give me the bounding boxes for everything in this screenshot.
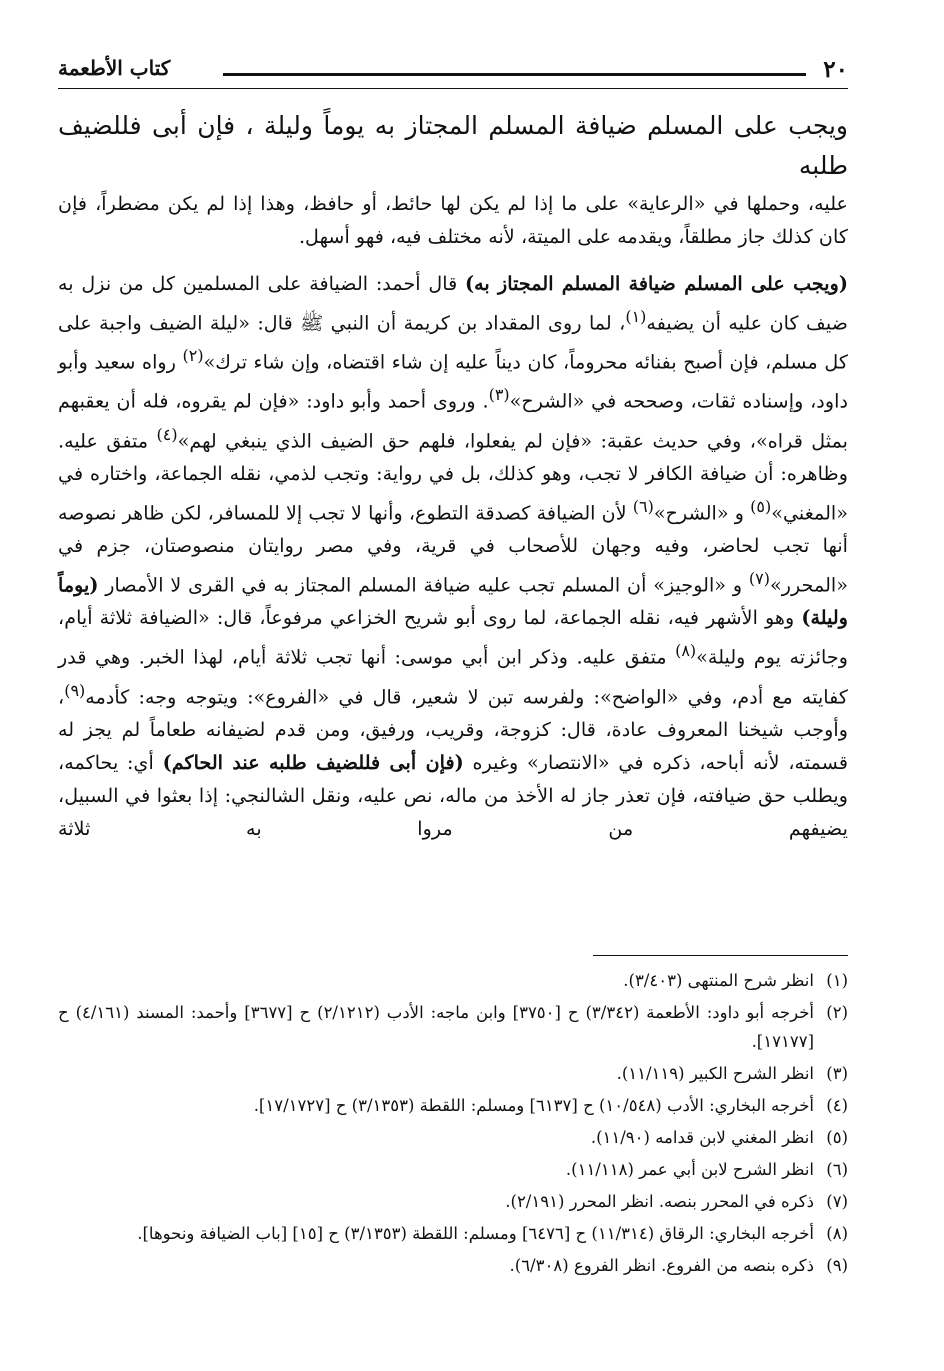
footnote-number: (٩) [826,1256,848,1275]
text-run: قال أحمد: الضيافة على المسلمين كل من نزل به ضيف كان عليه أن يضيفه [58,271,848,335]
matn-quote: (يوماً وليلة) [58,573,848,630]
footnote [58,1123,848,1152]
footnote-text: أخرجه البخاري: الأدب (١٠/٥٤٨) ح [٦١٣٧] ومسلم: اللقطة (٣/١٣٥٣) ح [١٧/١٧٢٧]. [253,1096,814,1115]
text-run: وهو الأشهر فيه، نقله الجماعة، لما روى أبو شريح الخزاعي مرفوعاً، قال: «الضيافة ثلاثة أيام، وجائزته يوم وليلة» [58,606,848,669]
footnote-ref: (٧) [748,569,770,589]
text-run: . وروى أحمد وأبو داود: «فإن لم يقروه، فله أن يعقبهم بمثل قراه»، وفي حديث عقبة: «فإن لم يفعلوا، فلهم حق الضيف الذي ينبغي لهم» [58,389,848,452]
footnote [58,1187,848,1216]
text-run: متفق عليه. [58,429,157,452]
text-run: ، لما روى المقداد بن كريمة أن النبي ﷺ قال: «ليلة الضيف واجبة على كل مسلم، فإن أصبح بفنائه محروماً، كان ديناً عليه إن شاء اقتضاه، وإن شاء ترك» [58,311,848,374]
footnote-text: انظر الشرح الكبير (١١/١١٩). [616,1064,814,1083]
footnote [58,1059,848,1088]
running-title: كتاب الأطعمة [58,56,171,80]
footnote-ref: (٨) [675,641,697,661]
footnote-text: ذكره بنصه من الفروع. انظر الفروع (٦/٣٠٨). [509,1256,814,1275]
paragraph: عليه، وحملها في «الرعاية» على ما إذا لم يكن لها حائط، أو حافظ، وهذا إذا لم يكن مضطراً، فإن كان كذلك جاز مطلقاً، ويقدمه على الميتة، لأنه مختلف فيه، فهو أسهل. [58,192,848,248]
commentary-text [58,188,848,845]
page-header [58,56,848,86]
text-run: رواه سعيد وأبو داود، وإسناده ثقات، وصححه في «الشرح» [58,350,848,413]
paragraph [58,268,848,458]
footnote-ref: (١) [625,306,647,326]
footnote-ref: (٦) [632,496,654,516]
footnotes [58,966,848,1283]
footnote-ref: (٢) [182,346,204,366]
text-run: ، وأوجب شيخنا المعروف عادة، قال: كزوجة، وقريب، ورفيق، ومن قدم لضيفانه طعاماً لم يجز له قسمته، لأنه أباحه، ذكره في «الانتصار» وغيره [58,684,849,774]
footnote [58,998,848,1056]
footnote-separator [593,955,848,956]
footnote-ref: (٩) [64,680,86,700]
matn-quote: (ويجب على المسلم ضيافة المسلم المجتاز به) [464,271,848,295]
footnote-ref: (٣) [488,385,510,405]
footnote [58,1251,848,1280]
matn-quote: (فإن أبى فللضيف طلبه عند الحاكم) [162,750,464,774]
footnote [58,1155,848,1184]
footnote-ref: (٤) [156,424,178,444]
footnote-ref: (٥) [750,496,772,516]
footnote-number: (٧) [826,1192,848,1211]
footnote-number: (٣) [826,1064,848,1083]
footnote-number: (٥) [826,1128,848,1147]
footnote-text: أخرجه أبو داود: الأطعمة (٣/٣٤٢) ح [٣٧٥٠] وابن ماجه: الأدب (٢/١٢١٢) ح [٣٦٧٧] وأحمد: المسند (٤/١٦١) ح [١٧١٧٧]. [58,1003,814,1051]
header-rule [223,73,806,76]
text-run: و «الوجيز» أن المسلم تجب عليه ضيافة المسلم المجتاز به في القرى لا الأمصار [98,573,749,597]
text-run: متفق عليه. وذكر ابن أبي موسى: أنها تجب ثلاثة أيام، لهذا الخبر. وهي قدر كفايته مع أدم، وفي «الواضح»: ولفرسه تبن لا شعير، قال في «الفروع»: ويتوجه وجه: كأدمه [58,645,848,708]
text-run: وظاهره: أن ضيافة الكافر لا تجب، وهو كذلك، بل في رواية: وتجب لذمي، نقله الجماعة، واختاره في «المغني» [58,461,848,525]
footnote [58,1091,848,1120]
footnote-text: ذكره في المحرر بنصه. انظر المحرر (٢/١٩١). [505,1192,814,1211]
text-run: أي: يحاكمه، ويطلب حق ضيافته، فإن تعذر جاز له الأخذ من ماله، نص عليه، ونقل الشالنجي: إذا بعثوا في السبيل، يضيفهم من مروا به ثلاثة [58,750,848,840]
footnote-text: انظر الشرح لابن أبي عمر (١١/١١٨). [565,1160,814,1179]
header-divider [58,88,848,89]
text-run: لأن الضيافة كصدقة التطوع، وأنها لا تجب إلا للمسافر، لكن ظاهر نصوصه أنها تجب لحاضر، وفيه وجهان للأصحاب في قرية، وفي مصر روايتان منصوصتان، جزم في «المحرر» [58,501,848,597]
footnote [58,1219,848,1248]
footnote [58,966,848,995]
page-number: ٢٠ [823,56,848,83]
footnote-text: انظر المغني لابن قدامه (١١/٩٠). [590,1128,814,1147]
matn-line: ويجب على المسلم ضيافة المسلم المجتاز به يوماً وليلة ، فإن أبى فللضيف طلبه [58,111,848,180]
footnote-number: (٢) [826,1003,848,1022]
footnote-number: (١) [826,971,848,990]
paragraph [58,458,848,846]
footnote-text: انظر شرح المنتهى (٣/٤٠٣). [623,971,814,990]
footnote-number: (٨) [826,1224,848,1243]
footnote-text: أخرجه البخاري: الرقاق (١١/٣١٤) ح [٦٤٧٦] ومسلم: اللقطة (٣/١٣٥٣) ح [١٥] [باب الضيافة ونحوها]. [137,1224,814,1243]
text-run: و «الشرح» [653,501,751,525]
footnote-number: (٦) [826,1160,848,1179]
footnote-number: (٤) [826,1096,848,1115]
